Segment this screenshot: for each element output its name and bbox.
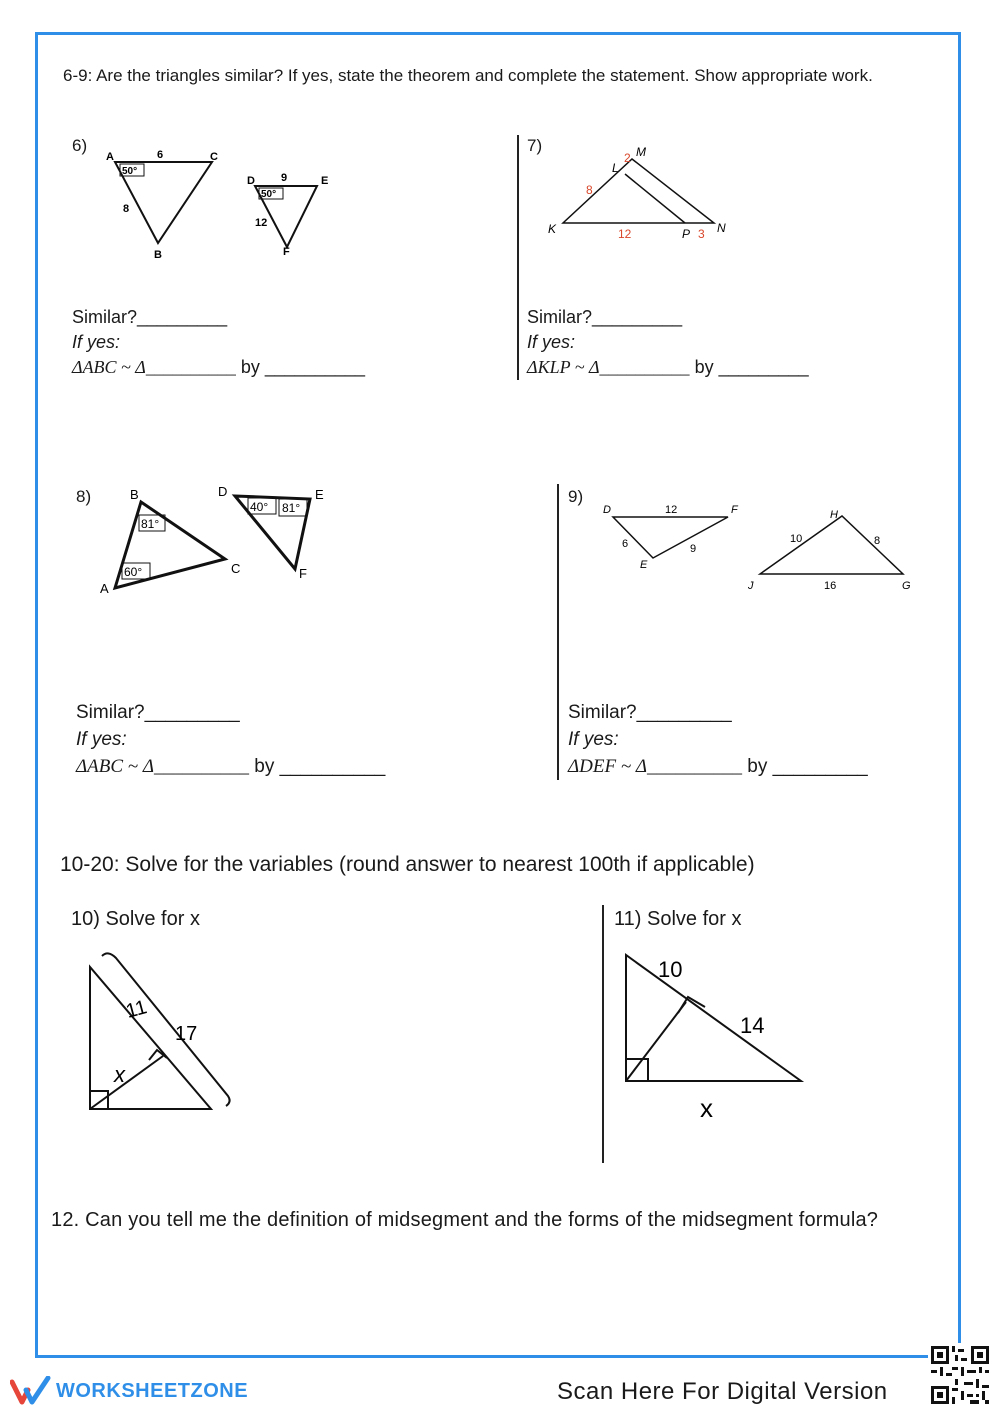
fig11-side-10: 10: [658, 957, 683, 982]
fig8-angle-E: 81°: [282, 501, 301, 515]
fig7-label-M: M: [636, 145, 646, 159]
fig6-label-C: C: [210, 151, 218, 163]
question-10: 10) Solve for x: [71, 908, 200, 930]
fig11-side-14: 14: [740, 1013, 765, 1038]
fig7-label-K: K: [548, 222, 557, 236]
fig6-side-AB: 8: [123, 203, 130, 215]
fig9-label-G: G: [902, 580, 911, 592]
scan-text: Scan Here For Digital Version: [557, 1378, 888, 1405]
if-yes-7: If yes:: [527, 332, 576, 352]
fig8-angle-A: 60°: [124, 565, 143, 579]
fig8-label-A: A: [100, 581, 109, 596]
statement-field-6[interactable]: ΔABC ~ Δ__________: [72, 357, 236, 377]
fig6-angle-D: 50°: [261, 189, 277, 200]
section-10-20-title: 10-20: Solve for the variables (round answer to nearest 100th if applicable): [60, 853, 755, 876]
by-field-7[interactable]: by _________: [694, 357, 809, 377]
fig8-label-B: B: [130, 487, 139, 502]
fig7-side-KL: 8: [586, 183, 593, 197]
fig6-label-B: B: [154, 249, 162, 261]
fig9-side-EF: 9: [690, 543, 697, 555]
figure-9: [595, 495, 925, 600]
fig10-side-17: 17: [175, 1023, 198, 1045]
fig6-label-D: D: [247, 175, 255, 187]
fig7-side-PN: 3: [698, 227, 705, 241]
figure-6: [95, 140, 345, 265]
fig6-side-DF: 12: [255, 217, 268, 229]
problem-8-number: 8): [76, 487, 92, 506]
brand-logo[interactable]: [10, 1376, 248, 1406]
fig6-label-A: A: [106, 151, 114, 163]
fig8-angle-B: 81°: [141, 517, 160, 531]
instructions-6-9: 6-9: Are the triangles similar? If yes, state the theorem and complete the statement. Show appropriate work.: [63, 66, 873, 85]
fig10-var-x: x: [114, 1062, 125, 1087]
fig9-side-JH: 10: [790, 533, 803, 545]
by-field-8[interactable]: by __________: [254, 756, 386, 777]
if-yes-6: If yes:: [72, 332, 121, 352]
fig9-side-DE: 6: [622, 538, 629, 550]
statement-field-7[interactable]: ΔKLP ~ Δ__________: [527, 357, 690, 377]
fig9-side-DF: 12: [665, 504, 678, 516]
problem-9-number: 9): [568, 487, 584, 506]
fig9-label-H: H: [830, 509, 838, 521]
similar-field-7[interactable]: Similar?_________: [527, 307, 683, 327]
if-yes-9: If yes:: [568, 729, 619, 750]
fig9-side-JG: 16: [824, 580, 837, 592]
problem-7-number: 7): [527, 136, 543, 155]
divider-6-7: [517, 135, 519, 380]
fig7-label-N: N: [717, 221, 726, 235]
fig6-label-E: E: [321, 175, 329, 187]
fig10-side-11: 11: [123, 996, 150, 1023]
fig6-side-DE: 9: [281, 172, 288, 184]
figure-7: [540, 140, 740, 245]
fig7-side-KP: 12: [618, 227, 632, 241]
brand-name-worksheet: WORKSHEET: [56, 1379, 191, 1402]
fig11-var-x: x: [700, 1093, 713, 1123]
question-12: 12. Can you tell me the definition of midsegment and the forms of the midsegment formula?: [51, 1209, 879, 1231]
fig6-angle-A: 50°: [122, 166, 138, 177]
if-yes-8: If yes:: [76, 729, 127, 750]
fig9-label-F: F: [731, 504, 738, 516]
fig7-label-L: L: [612, 161, 619, 175]
similar-field-8[interactable]: Similar?_________: [76, 702, 240, 723]
fig7-label-P: P: [682, 227, 691, 241]
statement-field-9[interactable]: ΔDEF ~ Δ__________: [568, 756, 743, 777]
fig6-side-AC: 6: [157, 149, 164, 161]
fig6-label-F: F: [283, 246, 290, 258]
problem-7-answer: [527, 305, 809, 380]
figure-11: [616, 945, 816, 1130]
problem-9-answer: [568, 699, 868, 780]
fig9-label-E: E: [640, 559, 648, 571]
by-field-9[interactable]: by _________: [747, 756, 868, 777]
figure-10: [80, 950, 250, 1120]
similar-field-9[interactable]: Similar?_________: [568, 702, 732, 723]
fig9-label-J: J: [748, 580, 754, 592]
fig8-label-F: F: [299, 566, 307, 581]
brand-name-zone: ZONE: [190, 1379, 249, 1402]
problem-6-number: 6): [72, 136, 88, 155]
fig8-label-C: C: [231, 561, 241, 576]
fig9-side-HG: 8: [874, 535, 881, 547]
fig7-side-LM: 2: [624, 151, 631, 165]
question-11: 11) Solve for x: [614, 908, 742, 930]
by-field-6[interactable]: by __________: [240, 357, 366, 377]
similar-field-6[interactable]: Similar?_________: [72, 307, 228, 327]
fig8-angle-D: 40°: [250, 500, 269, 514]
divider-8-9: [557, 484, 559, 780]
divider-10-11: [602, 905, 604, 1163]
figure-8: [95, 482, 335, 602]
problem-8-answer: [76, 699, 385, 780]
problem-6-answer: [72, 305, 365, 380]
worksheetzone-logo-icon: [10, 1376, 52, 1406]
qr-code-icon[interactable]: [928, 1343, 992, 1407]
statement-field-8[interactable]: ΔABC ~ Δ__________: [76, 756, 249, 777]
fig8-label-D: D: [218, 484, 228, 499]
fig9-label-D: D: [603, 504, 611, 516]
fig8-label-E: E: [315, 487, 324, 502]
